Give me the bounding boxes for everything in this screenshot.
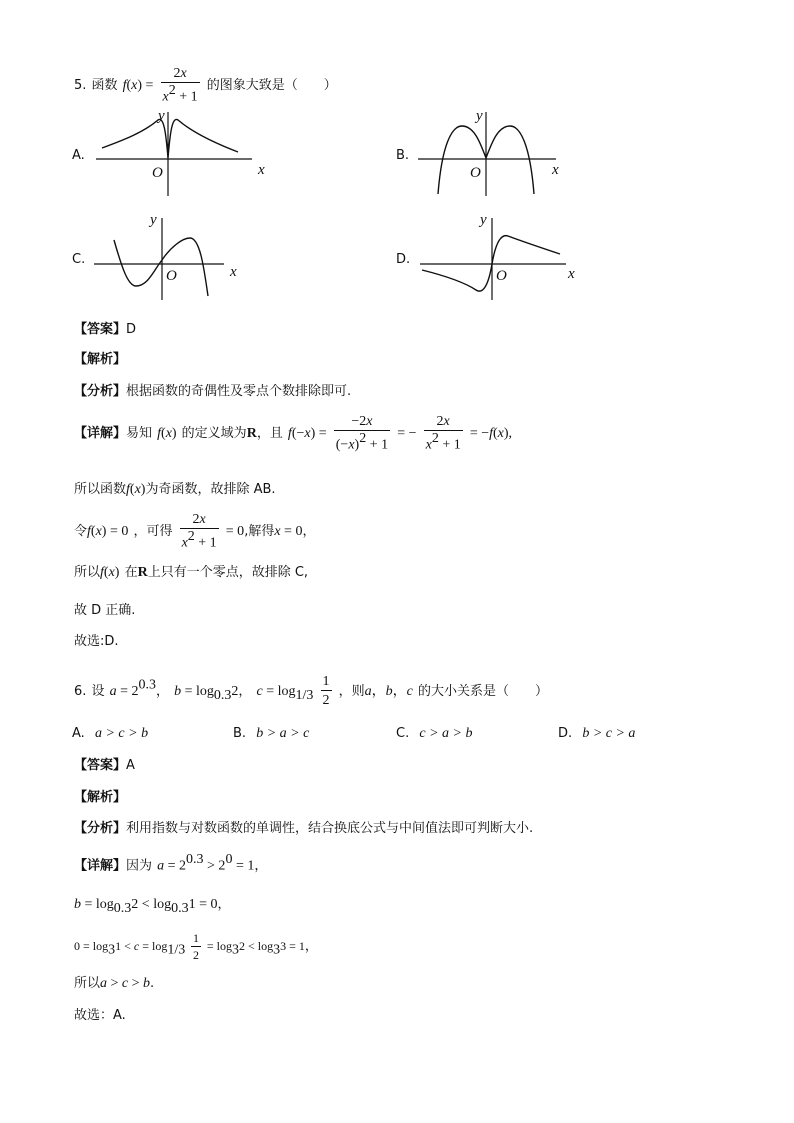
q5-detail-line5: 故 D 正确.	[74, 603, 136, 618]
q5-stem-fraction: $\frac{2x}{x^2 + 1}$	[162, 66, 198, 105]
q6-stem: 6. 设 $a = 2^{0.3}$， $b = \log_{0.3}2$， $c = \log_{1/3}$ $\frac{1}{2}$ ，则a，b，c 的大小关系是（ ）	[74, 674, 548, 708]
graph-c-y-label: y	[150, 212, 157, 228]
graph-d	[418, 208, 588, 304]
q6-detail-line5: 故选：A.	[74, 1008, 126, 1023]
graph-a-curve	[102, 119, 238, 158]
q5-analysis-title: 【解析】	[74, 352, 127, 367]
q5-fenxi: 【分析】根据函数的奇偶性及零点个数排除即可.	[74, 384, 352, 399]
q6-choice-a[interactable]: A. a > c > b	[72, 726, 149, 741]
option-c-label: C.	[72, 252, 86, 267]
graph-c-curve	[114, 238, 208, 296]
q5-detail-line4: 所以f(x) 在R上只有一个零点，故排除 C,	[74, 565, 309, 580]
graph-d-x-label: x	[568, 266, 575, 282]
q6-detail-line2: $b = \log_{0.3}2 < \log_{0.3}1 = 0$，	[74, 897, 231, 917]
q5-answer: 【答案】D	[74, 322, 137, 337]
q6-choice-b[interactable]: B. b > a > c	[233, 726, 310, 741]
graph-d-origin: O	[496, 268, 507, 284]
graph-a-y-label: y	[158, 108, 165, 124]
graph-c-origin: O	[166, 268, 177, 284]
graph-b-y-label: y	[476, 108, 483, 124]
q5-detail-line6: 故选:D.	[74, 634, 119, 649]
q5-detail-line1: 【详解】易知 f(x) 的定义域为R，且 f(−x) = $\frac{-2x}{(-x)^2 + 1}$ = − $\frac{2x}{x^2 + 1}$ = −f(x),	[74, 414, 513, 453]
q6-answer: 【答案】A	[74, 758, 135, 773]
q6-analysis-title: 【解析】	[74, 790, 127, 805]
q6-choice-c[interactable]: C. c > a > b	[396, 726, 473, 741]
option-a-label: A.	[72, 148, 85, 163]
q5-stem: 5. 函数 f(x) = $\frac{2x}{x^2 + 1}$ 的图象大致是（ ）	[74, 66, 337, 105]
graph-b-origin: O	[470, 165, 481, 181]
graph-b-x-label: x	[552, 162, 559, 178]
option-d-label: D.	[396, 252, 411, 267]
graph-a-origin: O	[152, 165, 163, 181]
q6-detail-line1: 【详解】因为 $a = 2^{0.3} > 2^0 = 1$，	[74, 852, 268, 874]
graph-b	[416, 104, 586, 200]
q5-detail-line2: 所以函数f(x)为奇函数，故排除 AB.	[74, 482, 276, 497]
graph-c-x-label: x	[230, 264, 237, 280]
graph-d-curve	[422, 236, 560, 292]
graph-d-y-label: y	[480, 212, 487, 228]
graph-c	[92, 208, 252, 304]
graph-a-x-label: x	[258, 162, 265, 178]
q6-fenxi: 【分析】利用指数与对数函数的单调性，结合换底公式与中间值法即可判断大小.	[74, 821, 534, 836]
q6-choice-d[interactable]: D. b > c > a	[558, 726, 636, 741]
q6-detail-line3: $0 = \log_31 < c = \log_{1/3}$ $\frac{1}{2}$ = $\log_32 < \log_33 = 1$，	[74, 931, 318, 962]
graph-a	[94, 104, 274, 200]
q6-detail-line4: 所以a > c > b.	[74, 976, 155, 991]
option-b-label: B.	[396, 148, 410, 163]
q5-detail-line3: 令f(x) = 0 ，可得 $\frac{2x}{x^2 + 1}$ = 0,解得x = 0，	[74, 512, 316, 551]
